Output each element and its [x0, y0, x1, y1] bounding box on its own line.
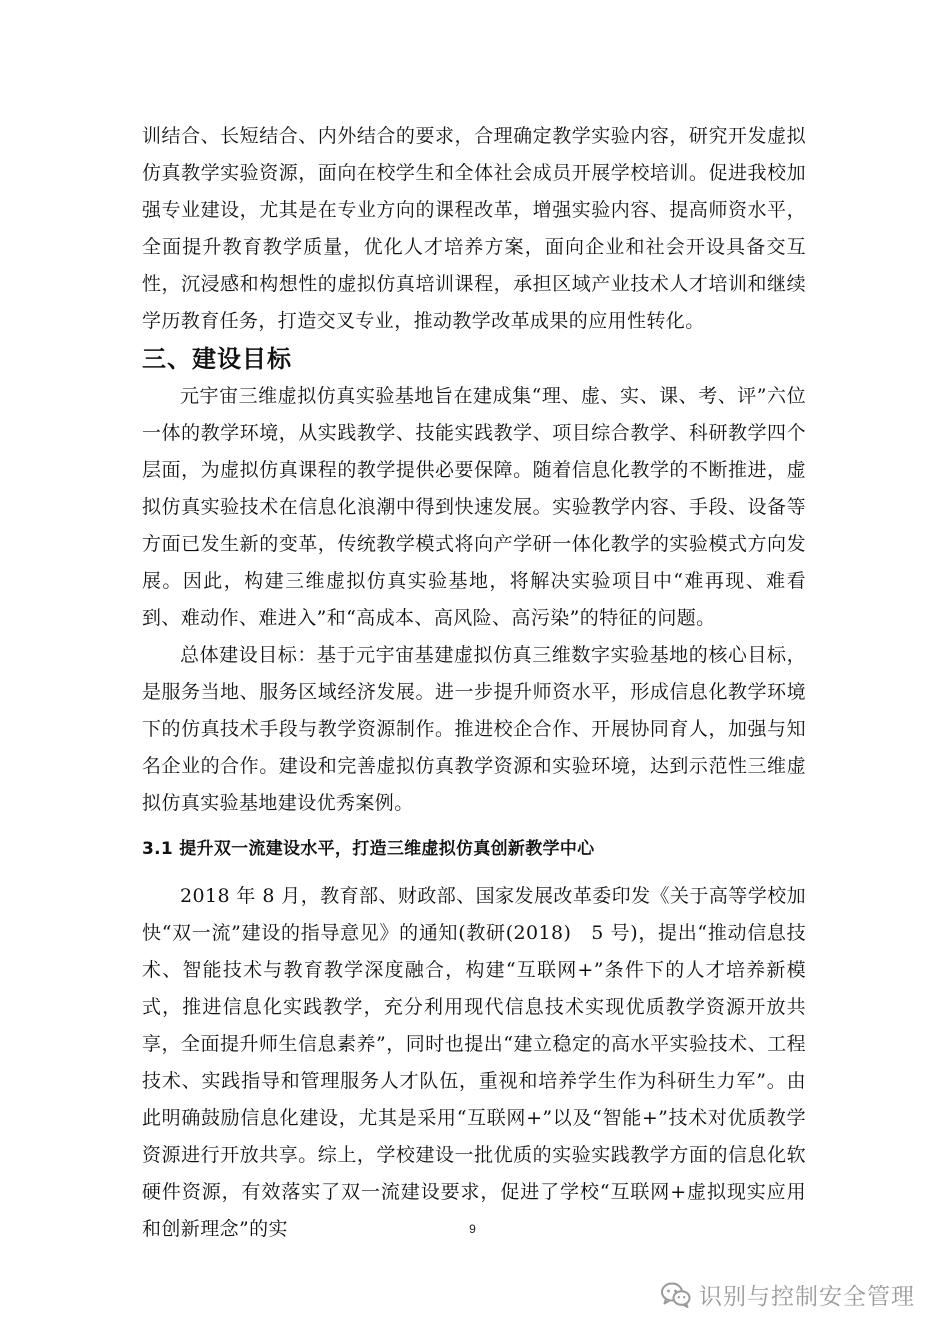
body-paragraph: 总体建设目标：基于元宇宙基建虚拟仿真三维数字实验基地的核心目标，是服务当地、服务区域经济发展。进一步提升师资水平，形成信息化教学环境下的仿真技术手段与教学资源制作。推进校企合作、开展协同育人，加强与知名企业的合作。建设和完善虚拟仿真教学资源和实验环境，达到示范性三维虚拟仿真实验基地建设优秀案例。 [142, 644, 806, 814]
section-heading: 三、建设目标 [142, 345, 292, 373]
wechat-icon [661, 1282, 691, 1308]
document-body [142, 118, 806, 1248]
watermark [661, 1278, 915, 1311]
body-paragraph: 2018 年 8 月，教育部、财政部、国家发展改革委印发《关于高等学校加快“双一流”建设的指导意见》的通知(教研(2018) 5 号)，提出“推动信息技术、智能技术与教育教学深度融合，构建“互联网+”条件下的人才培养新模式，推进信息化实践教学，充分利用现代信息技术实现优质教学资源开放共享，全面提升师生信息素养”，同时也提出“建立稳定的高水平实验技术、工程技术、实践指导和管理服务人才队伍，重视和培养学生作为科研生力军”。由此明确鼓励信息化建设，尤其是采用“互联网+”以及“智能+”技术对优质教学资源进行开放共享。综上，学校建设一批优质的实验实践教学方面的信息化软硬件资源，有效落实了双一流建设要求，促进了学校“互联网+虚拟现实应用和创新理念”的实 [142, 885, 806, 1240]
body-paragraph: 元宇宙三维虚拟仿真实验基地旨在建成集“理、虚、实、课、考、评”六位一体的教学环境，从实践教学、技能实践教学、项目综合教学、科研教学四个层面，为虚拟仿真课程的教学提供必要保障。随着信息化教学的不断推进，虚拟仿真实验技术在信息化浪潮中得到快速发展。实验教学内容、手段、设备等方面已发生新的变革，传统教学模式将向产学研一体化教学的实验模式方向发展。因此，构建三维虚拟仿真实验基地，将解决实验项目中“难再现、难看到、难动作、难进入”和“高成本、高风险、高污染”的特征的问题。 [142, 385, 806, 629]
watermark-text: 识别与控制安全管理 [699, 1284, 915, 1310]
subsection-heading: 3.1 提升双一流建设水平，打造三维虚拟仿真创新教学中心 [142, 839, 595, 859]
body-paragraph-continued: 训结合、长短结合、内外结合的要求，合理确定教学实验内容，研究开发虚拟仿真教学实验资源，面向在校学生和全体社会成员开展学校培训。促进我校加强专业建设，尤其是在专业方向的课程改革，增强实验内容、提高师资水平，全面提升教育教学质量，优化人才培养方案，面向企业和社会开设具备交互性，沉浸感和构想性的虚拟仿真培训课程，承担区域产业技术人才培训和继续学历教育任务，打造交叉专业，推动教学改革成果的应用性转化。 [142, 125, 806, 332]
page-number: 9 [469, 1222, 476, 1236]
